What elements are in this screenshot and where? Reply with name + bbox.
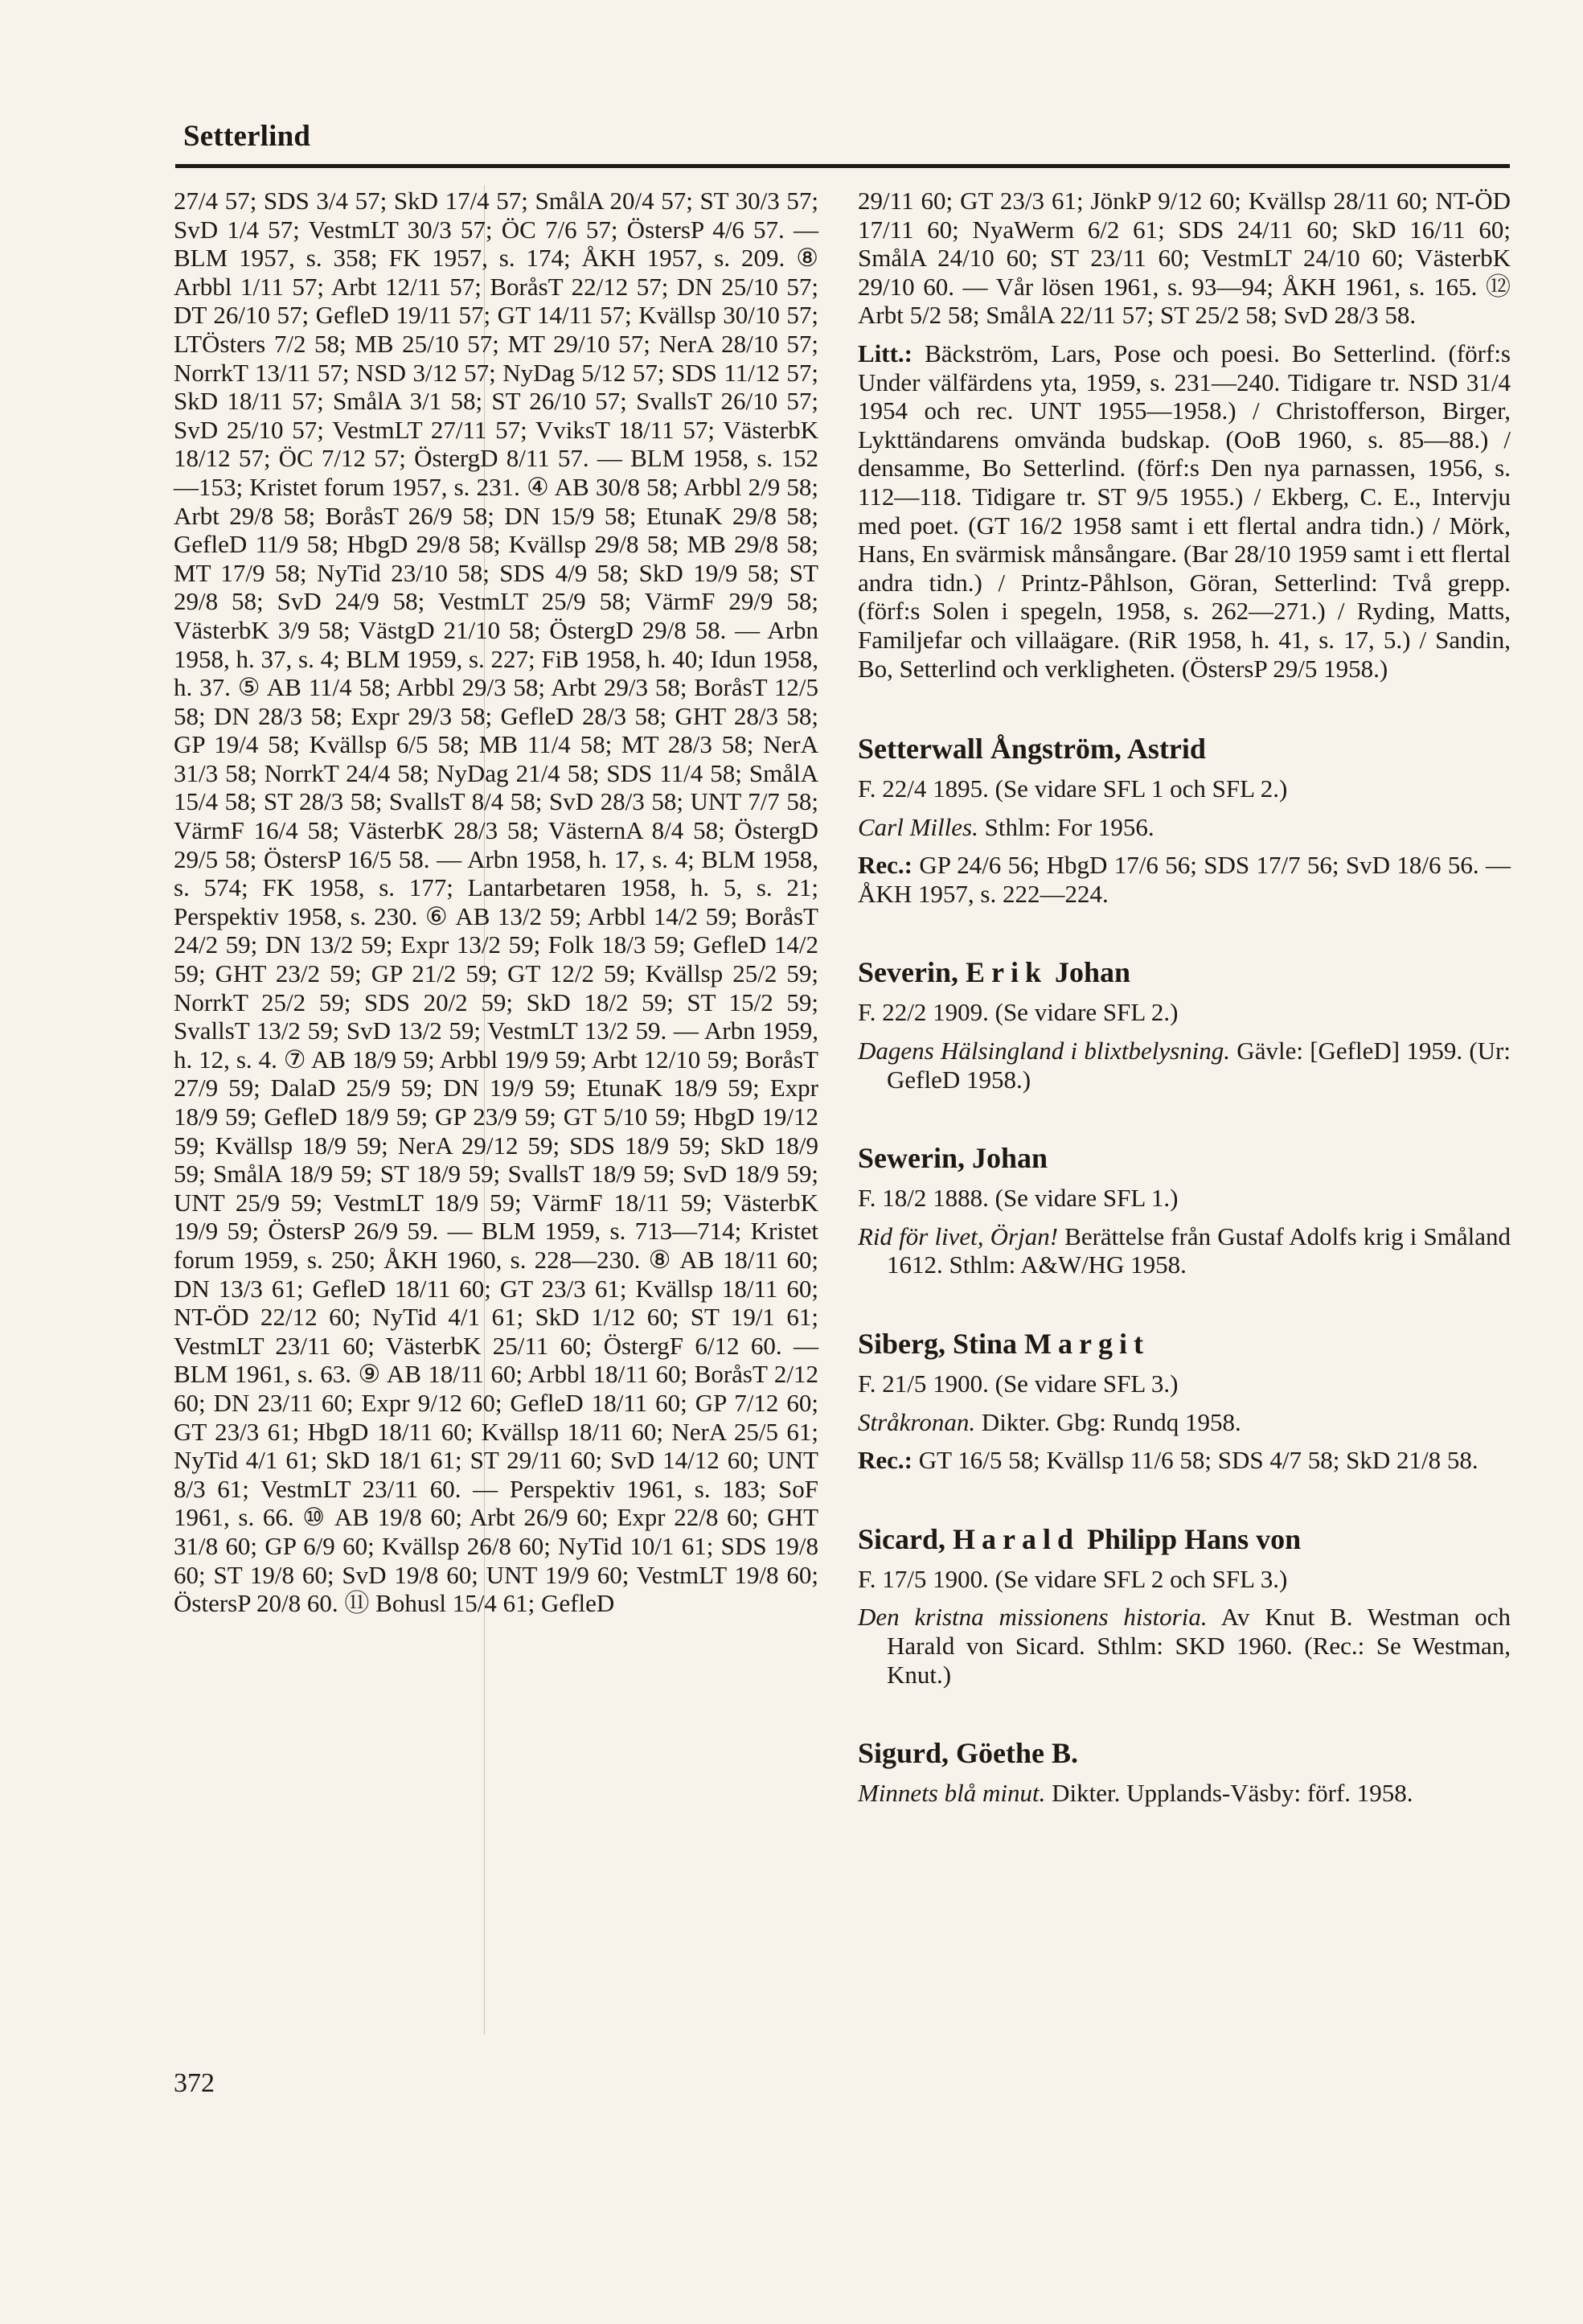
entry-work bbox=[858, 1779, 1511, 1808]
litt-paragraph bbox=[858, 339, 1511, 683]
entry-work bbox=[858, 1603, 1511, 1689]
entry-sicard bbox=[858, 1521, 1511, 1689]
entry-severin bbox=[858, 955, 1511, 1094]
entry-birth: F. 21/5 1900. (Se vidare SFL 3.) bbox=[858, 1369, 1179, 1398]
entry-reviews bbox=[858, 851, 1511, 908]
name-spaced: Margit bbox=[1024, 1328, 1150, 1361]
entry-name: Sigurd, Göethe B. bbox=[858, 1737, 1079, 1770]
litt-text: Bäckström, Lars, Pose och poesi. Bo Setterlind. (förf:s Under välfärdens yta, 1959, s. 231—240. Tidigare tr. NSD 31/4 1954 och rec. UNT 1955—1958.) / Christofferson, Birger, Lykttändarens omvända budskap. (OoB 1960, s. 85—88.) / densamme, Bo Setterlind. (förf:s Den nya parnassen, 1956, s. 112—118. Tidigare tr. ST 9/5 1955.) / Ekberg, C. E., Intervju med poet. (GT 16/2 1958 samt i ett flertal andra tidn.) / Mörk, Hans, En svärmisk månsångare. (Bar 28/10 1959 samt i ett flertal andra tidn.) / Printz-Påhlson, Göran, Setterlind: Två grepp. (förf:s Solen i spegeln, 1958, s. 262—271.) / Ryding, Matts, Familjefar och villaägare. (RiR 1958, h. 41, s. 17, 5.) / Sandin, Bo, Setterlind och verkligheten. (ÖstersP 29/5 1958.) bbox=[858, 339, 1511, 683]
entry-name bbox=[858, 1326, 1511, 1361]
work-title: Den kristna missionens historia. bbox=[858, 1603, 1208, 1632]
work-details: Dikter. Gbg: Rundq 1958. bbox=[975, 1407, 1241, 1436]
work-title: Dagens Hälsingland i blixtbelysning. bbox=[858, 1037, 1231, 1066]
work-title: Stråkronan. bbox=[858, 1407, 976, 1436]
page-number: 372 bbox=[174, 2068, 215, 2098]
entry-name bbox=[858, 1521, 1511, 1557]
entry-reviews bbox=[858, 1446, 1511, 1475]
entry-work bbox=[858, 1222, 1511, 1279]
left-column bbox=[174, 187, 818, 1618]
header-rule bbox=[175, 164, 1510, 168]
entry-birth: F. 17/5 1900. (Se vidare SFL 2 och SFL 3.) bbox=[858, 1564, 1288, 1593]
name-spaced: Harald bbox=[953, 1522, 1081, 1555]
work-details: Sthlm: For 1956. bbox=[978, 812, 1154, 841]
running-head: Setterlind bbox=[183, 120, 311, 153]
name-part: Severin, bbox=[858, 956, 966, 989]
work-details: Berättelse från Gustaf Adolfs krig i Småland 1612. Sthlm: A&W/HG 1958. bbox=[887, 1222, 1511, 1279]
work-details: Dikter. Upplands-Väsby: förf. 1958. bbox=[1045, 1779, 1413, 1808]
rec-label: Rec.: bbox=[858, 851, 912, 880]
entry-name: Sewerin, Johan bbox=[858, 1142, 1048, 1175]
work-title: Carl Milles. bbox=[858, 812, 978, 841]
entry-siberg bbox=[858, 1326, 1511, 1475]
name-part: Johan bbox=[1048, 956, 1131, 989]
right-column bbox=[858, 187, 1511, 1808]
work-details: Gävle: [GefleD] 1959. (Ur: GefleD 1958.) bbox=[887, 1037, 1511, 1094]
work-title: Rid för livet, Örjan! bbox=[858, 1222, 1059, 1250]
entry-work bbox=[858, 813, 1511, 842]
work-details: Av Knut B. Westman och Harald von Sicard. Sthlm: SKD 1960. (Rec.: Se Westman, Knut.) bbox=[887, 1603, 1511, 1689]
entry-name bbox=[858, 955, 1511, 990]
entry-birth: F. 18/2 1888. (Se vidare SFL 1.) bbox=[858, 1184, 1179, 1213]
rec-label: Rec.: bbox=[858, 1446, 912, 1475]
entry-sigurd bbox=[858, 1735, 1511, 1808]
name-part: Siberg, Stina bbox=[858, 1328, 1025, 1361]
name-spaced: Erik bbox=[965, 956, 1048, 989]
entry-sewerin bbox=[858, 1140, 1511, 1279]
entry-birth: F. 22/4 1895. (Se vidare SFL 1 och SFL 2.) bbox=[858, 774, 1288, 803]
entry-work bbox=[858, 1408, 1511, 1437]
rec-text: GT 16/5 58; Kvällsp 11/6 58; SDS 4/7 58; SkD 21/8 58. bbox=[912, 1446, 1478, 1475]
name-part: Sicard, bbox=[858, 1522, 953, 1555]
review-citations-continued: 29/11 60; GT 23/3 61; JönkP 9/12 60; Kvällsp 28/11 60; NT-ÖD 17/11 60; NyaWerm 6/2 61; SDS 24/11 60; SkD 16/11 60; SmålA 24/10 60; ST 23/11 60; VestmLT 24/10 60; VästerbK 29/10 60. — Vår lösen 1961, s. 93—94; ÅKH 1961, s. 165. ⑫ Arbt 5/2 58; SmålA 22/11 57; ST 25/2 58; SvD 28/3 58. bbox=[858, 187, 1511, 330]
entry-setterwall bbox=[858, 731, 1511, 908]
review-citations: 27/4 57; SDS 3/4 57; SkD 17/4 57; SmålA 20/4 57; ST 30/3 57; SvD 1/4 57; VestmLT 30/3 57; ÖC 7/6 57; ÖstersP 4/6 57. — BLM 1957, s. 358; FK 1957, s. 174; ÅKH 1957, s. 209. ⑧ Arbbl 1/11 57; Arbt 12/11 57; BoråsT 22/12 57; DN 25/10 57; DT 26/10 57; GefleD 19/11 57; GT 14/11 57; Kvällsp 30/10 57; LTÖsters 7/2 58; MB 25/10 57; MT 29/10 57; NerA 28/10 57; NorrkT 13/11 57; NSD 3/12 57; NyDag 5/12 57; SDS 11/12 57; SkD 18/11 57; SmålA 3/1 58; ST 26/10 57; SvallsT 26/10 57; SvD 25/10 57; VestmLT 27/11 57; VviksT 18/11 57; VästerbK 18/12 57; ÖC 7/12 57; ÖstergD 8/11 57. — BLM 1958, s. 152—153; Kristet forum 1957, s. 231. ④ AB 30/8 58; Arbbl 2/9 58; Arbt 29/8 58; BoråsT 26/9 58; DN 15/9 58; EtunaK 29/8 58; GefleD 11/9 58; HbgD 29/8 58; Kvällsp 29/8 58; MB 29/8 58; MT 17/9 58; NyTid 23/10 58; SDS 4/9 58; SkD 19/9 58; ST 29/8 58; SvD 24/9 58; VestmLT 25/9 58; VärmF 29/9 58; VästerbK 3/9 58; VästgD 21/10 58; ÖstergD 29/8 58. — Arbn 1958, h. 37, s. 4; BLM 1959, s. 227; FiB 1958, h. 40; Idun 1958, h. 37. ⑤ AB 11/4 58; Arbbl 29/3 58; Arbt 29/3 58; BoråsT 12/5 58; DN 28/3 58; Expr 29/3 58; GefleD 28/3 58; GHT 28/3 58; GP 19/4 58; Kvällsp 6/5 58; MB 11/4 58; MT 28/3 58; NerA 31/3 58; NorrkT 24/4 58; NyDag 21/4 58; SDS 11/4 58; SmålA 15/4 58; ST 28/3 58; SvallsT 8/4 58; SvD 28/3 58; UNT 7/7 58; VärmF 16/4 58; VästerbK 28/3 58; VästernA 8/4 58; ÖstergD 29/5 58; ÖstersP 16/5 58. — Arbn 1958, h. 17, s. 4; BLM 1958, s. 574; FK 1958, s. 177; Lantarbetaren 1958, h. 5, s. 21; Perspektiv 1958, s. 230. ⑥ AB 13/2 59; Arbbl 14/2 59; BoråsT 24/2 59; DN 13/2 59; Expr 13/2 59; Folk 18/3 59; GefleD 14/2 59; GHT 23/2 59; GP 21/2 59; GT 12/2 59; Kvällsp 25/2 59; NorrkT 25/2 59; SDS 20/2 59; SkD 18/2 59; ST 15/2 59; SvallsT 13/2 59; SvD 13/2 59; VestmLT 13/2 59. — Arbn 1959, h. 12, s. 4. ⑦ AB 18/9 59; Arbbl 19/9 59; Arbt 12/10 59; BoråsT 27/9 59; DalaD 25/9 59; DN 19/9 59; EtunaK 18/9 59; Expr 18/9 59; GefleD 18/9 59; GP 23/9 59; GT 5/10 59; HbgD 19/12 59; Kvällsp 18/9 59; NerA 29/12 59; SDS 18/9 59; SkD 18/9 59; SmålA 18/9 59; ST 18/9 59; SvallsT 18/9 59; SvD 18/9 59; UNT 25/9 59; VestmLT 18/9 59; VärmF 18/11 59; VästerbK 19/9 59; ÖstersP 26/9 59. — BLM 1959, s. 713—714; Kristet forum 1959, s. 250; ÅKH 1960, s. 228—230. ⑧ AB 18/11 60; DN 13/3 61; GefleD 18/11 60; GT 23/3 61; Kvällsp 18/11 60; NT-ÖD 22/12 60; NyTid 4/1 61; SkD 1/12 60; ST 19/1 61; VestmLT 23/11 60; VästerbK 25/11 60; ÖstergF 6/12 60. — BLM 1961, s. 63. ⑨ AB 18/11 60; Arbbl 18/11 60; BoråsT 2/12 60; DN 23/11 60; Expr 9/12 60; GefleD 18/11 60; GP 7/12 60; GT 23/3 61; HbgD 18/11 60; Kvällsp 18/11 60; NerA 25/5 61; NyTid 4/1 61; SkD 18/1 61; ST 29/11 60; SvD 14/12 60; UNT 8/3 61; VestmLT 23/11 60. — Perspektiv 1961, s. 183; SoF 1961, s. 66. ⑩ AB 19/8 60; Arbt 26/9 60; Expr 22/8 60; GHT 31/8 60; GP 6/9 60; Kvällsp 26/8 60; NyTid 10/1 61; SDS 19/8 60; ST 19/8 60; SvD 19/8 60; UNT 19/9 60; VestmLT 19/8 60; ÖstersP 20/8 60. ⑪ Bohusl 15/4 61; GefleD bbox=[174, 187, 818, 1618]
name-part: Philipp Hans von bbox=[1080, 1522, 1302, 1555]
work-title: Minnets blå minut. bbox=[858, 1779, 1046, 1808]
litt-label: Litt.: bbox=[858, 339, 913, 367]
entry-work bbox=[858, 1037, 1511, 1094]
entry-name: Setterwall Ångström, Astrid bbox=[858, 733, 1206, 766]
entry-birth: F. 22/2 1909. (Se vidare SFL 2.) bbox=[858, 998, 1179, 1027]
rec-text: GP 24/6 56; HbgD 17/6 56; SDS 17/7 56; SvD 18/6 56. — ÅKH 1957, s. 222—224. bbox=[858, 851, 1511, 908]
